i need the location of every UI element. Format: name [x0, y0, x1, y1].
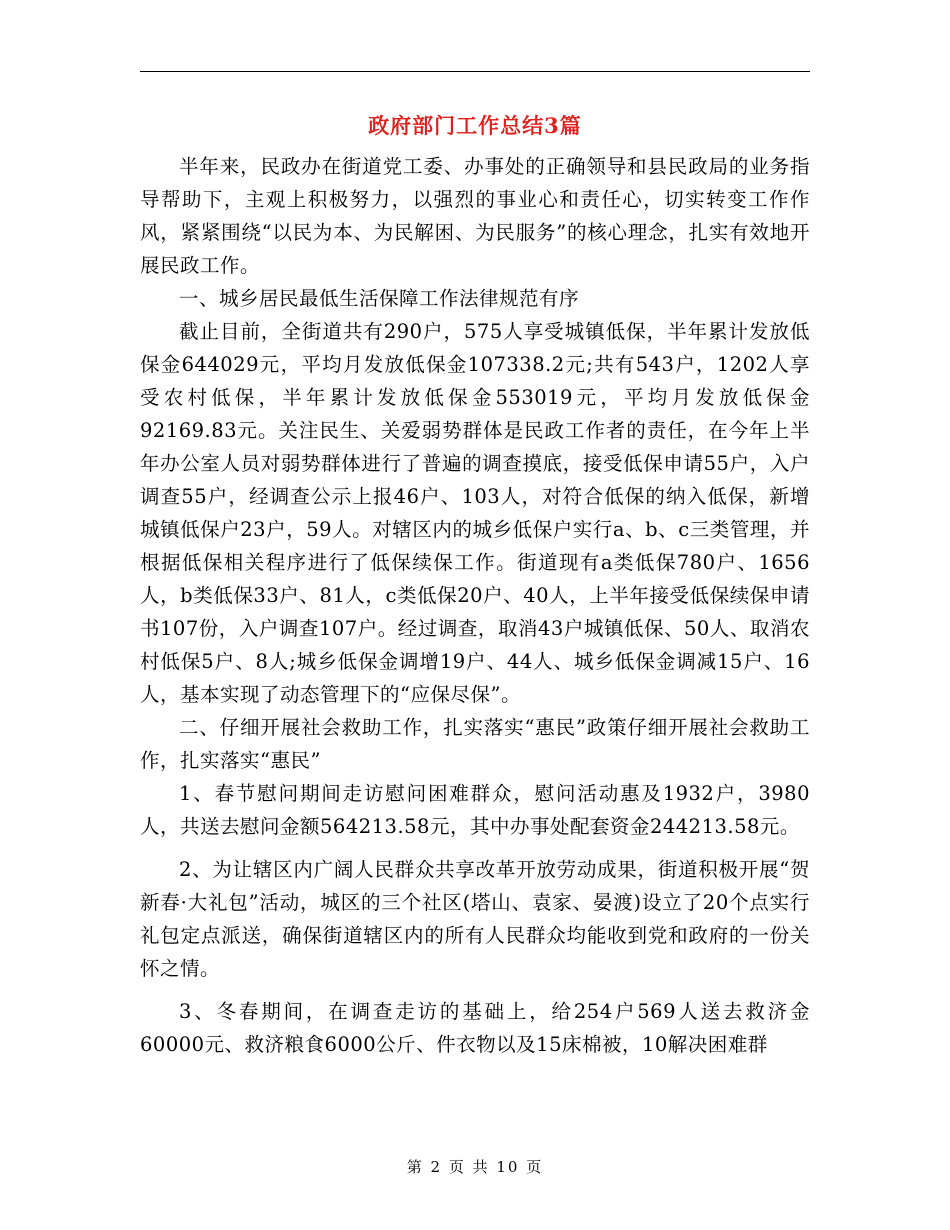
list-item-1: 1、春节慰问期间走访慰问困难群众，慰问活动惠及1932户，3980人，共送去慰问金额564213.58元，其中办事处配套资金244213.58元。 [140, 782, 810, 838]
section-heading-1: 一、城乡居民最低生活保障工作法律规范有序 [179, 287, 580, 310]
page-number-footer: 第 2 页 共 10 页 [406, 1158, 544, 1176]
document-body [140, 150, 810, 1061]
paragraph-intro: 半年来，民政办在街道党工委、办事处的正确领导和县民政局的业务指导帮助下，主观上积极努力，以强烈的事业心和责任心，切实转变工作作风，紧紧围绕“以民为本、为民解困、为民服务”的核心理念，扎实有效地开展民政工作。 [140, 155, 810, 277]
paragraph-low-income-security: 截止目前，全街道共有290户，575人享受城镇低保，半年累计发放低保金644029元，平均月发放低保金107338.2元;共有543户，1202人享受农村低保，半年累计发放低保金553019元，平均月发放低保金92169.83元。关注民生、关爱弱势群体是民政工作者的责任，在今年上半年办公室人员对弱势群体进行了普遍的调查摸底，接受低保申请55户，入户调查55户，经调查公示上报46户、103人，对符合低保的纳入低保，新增城镇低保户23户，59人。对辖区内的城乡低保户实行a、b、c三类管理，并根据低保相关程序进行了低保续保工作。街道现有a类低保780户、1656人，b类低保33户、81人，c类低保20户、40人，上半年接受低保续保申请书107份，入户调查107户。经过调查，取消43户城镇低保、50人、取消农村低保5户、8人;城乡低保金调增19户、44人、城乡低保金调减15户、16人，基本实现了动态管理下的“应保尽保”。 [140, 320, 810, 706]
section-heading-2: 二、仔细开展社会救助工作，扎实落实“惠民”政策仔细开展社会救助工作，扎实落实“惠民” [140, 716, 810, 772]
list-item-2: 2、为让辖区内广阔人民群众共享改革开放劳动成果，街道积极开展“贺新春·大礼包”活动，城区的三个社区(塔山、袁家、晏渡)设立了20个点实行礼包定点派送，确保街道辖区内的所有人民群众均能收到党和政府的一份关怀之情。 [140, 858, 810, 980]
list-item-3: 3、冬春期间，在调查走访的基础上，给254户569人送去救济金60000元、救济粮食6000公斤、件衣物以及15床棉被，10解决困难群 [140, 1000, 810, 1056]
header-rule [140, 71, 810, 72]
document-title: 政府部门工作总结3篇 [368, 113, 582, 138]
